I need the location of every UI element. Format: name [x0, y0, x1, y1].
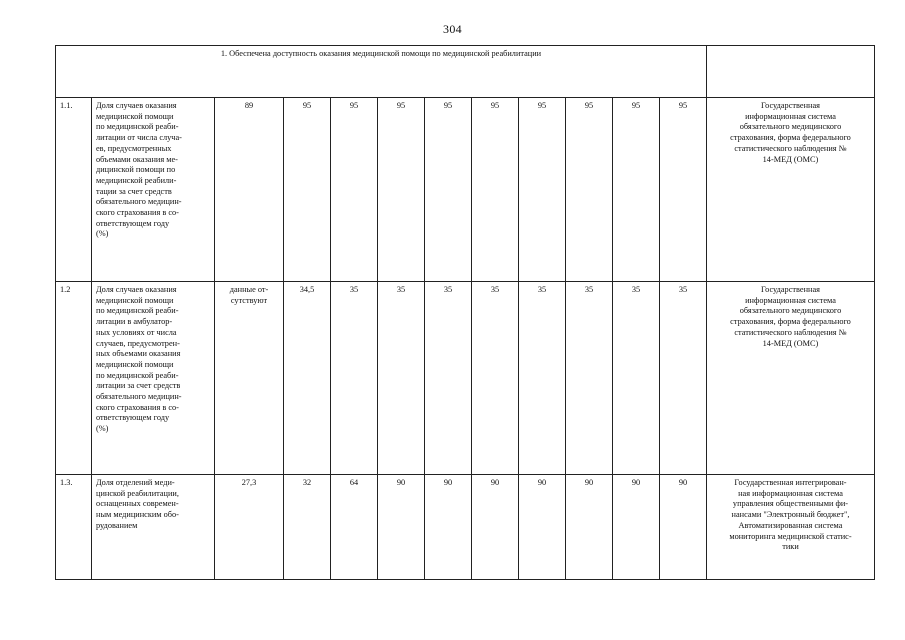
value-cell: 27,3	[215, 475, 284, 580]
value-cell: 35	[519, 282, 566, 475]
value-cell: 35	[378, 282, 425, 475]
section-blank-cell	[707, 46, 875, 98]
data-source: Государственная информационная система обязательного медицинского страхования, форма федерального статистического наблюдения № 14-МЕД (ОМС)	[707, 98, 875, 282]
data-source: Государственная интегрирован- ная информационная система управления общественными фи- нансами "Электронный бюджет", Автоматизированная система мониторинга медицинской статис- тики	[707, 475, 875, 580]
value-cell: 89	[215, 98, 284, 282]
value-cell: 95	[378, 98, 425, 282]
value-cell: 35	[425, 282, 472, 475]
value-cell: 95	[566, 98, 613, 282]
value-cell: 90	[472, 475, 519, 580]
value-cell: 32	[284, 475, 331, 580]
table-row	[56, 98, 875, 282]
value-cell: 90	[566, 475, 613, 580]
value-cell: 95	[331, 98, 378, 282]
value-cell: 95	[660, 98, 707, 282]
value-cell: 95	[519, 98, 566, 282]
value-cell: 64	[331, 475, 378, 580]
value-cell: 95	[613, 98, 660, 282]
value-cell: 90	[425, 475, 472, 580]
row-number: 1.1.	[56, 98, 92, 282]
indicator-name: Доля отделений меди- цинской реабилитации, оснащенных современ- ным медицинским обо- рудованием	[92, 475, 215, 580]
table-row	[56, 475, 875, 580]
value-cell: 35	[660, 282, 707, 475]
value-cell: данные от- сутствуют	[215, 282, 284, 475]
row-number: 1.2	[56, 282, 92, 475]
value-cell: 35	[566, 282, 613, 475]
section-row	[56, 46, 875, 98]
page-number: 304	[443, 22, 462, 36]
value-cell: 90	[519, 475, 566, 580]
value-cell: 95	[284, 98, 331, 282]
row-number: 1.3.	[56, 475, 92, 580]
data-source: Государственная информационная система обязательного медицинского страхования, форма федерального статистического наблюдения № 14-МЕД (ОМС)	[707, 282, 875, 475]
value-cell: 35	[613, 282, 660, 475]
value-cell: 34,5	[284, 282, 331, 475]
value-cell: 90	[660, 475, 707, 580]
value-cell: 95	[472, 98, 519, 282]
value-cell: 35	[331, 282, 378, 475]
value-cell: 90	[613, 475, 660, 580]
value-cell: 95	[425, 98, 472, 282]
section-title: 1. Обеспечена доступность оказания медицинской помощи по медицинской реабилитации	[56, 46, 707, 98]
indicator-name: Доля случаев оказания медицинской помощи по медицинской реаби- литации в амбулатор- ных условиях от числа случаев, предусмотрен- ных объемами оказания медицинской помощи по медицинской реаби- литации за счет средств обязательного медицин- ского страхования в со- ответствующем году (%)	[92, 282, 215, 475]
table-row	[56, 282, 875, 475]
value-cell: 35	[472, 282, 519, 475]
indicators-table	[55, 45, 875, 580]
indicator-name: Доля случаев оказания медицинской помощи по медицинской реаби- литации от числа случа- ев, предусмотренных объемами оказания ме- дицинской помощи по медицинской реабили- тации за счет средств обязательного медицин- ского страхования в со- ответствующем году (%)	[92, 98, 215, 282]
value-cell: 90	[378, 475, 425, 580]
